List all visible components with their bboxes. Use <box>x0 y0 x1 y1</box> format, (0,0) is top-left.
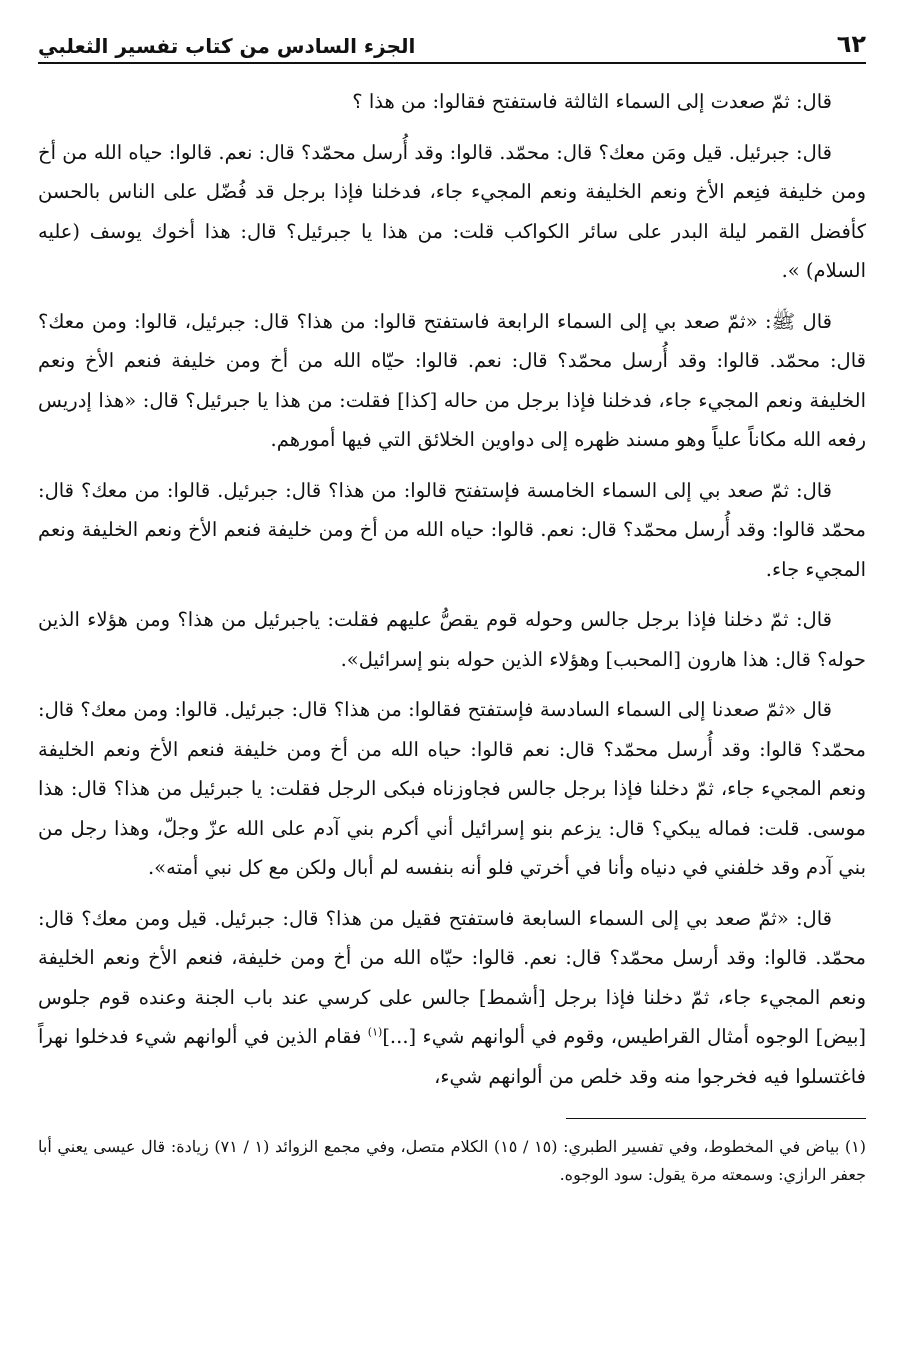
paragraph-text: قال: «ثمّ صعد بي إلى السماء السابعة فاستفتح فقيل من هذا؟ قال: جبرئيل. قيل ومن معك؟ قال: محمّد. قالوا: وقد أرسل محمّد؟ قال: نعم. قالوا: حيّاه الله من أخ ومن خليفة، فنعم الأخ ونعم الخليفة ونعم المجيء جاء، ثمّ دخلنا فإذا برجل [أشمط] جالس على كرسي عند باب الجنة وعنده قوم جلوس [بيض] الوجوه أمثال القراطيس، وقوم في ألوانهم شيء [...] <box>38 906 867 1048</box>
page-number: ٦٢ <box>836 30 866 58</box>
book-page <box>38 18 866 1189</box>
footnote: (١) بياض في المخطوط، وفي تفسير الطبري: (١٥ / ١٥) الكلام متصل، وفي مجمع الزوائد (١ / ٧١) زيادة: قال عيسى يعني أبا جعفر الرازي: وسمعته مرة يقول: سود الوجوه. <box>38 1137 867 1184</box>
footnote-marker[interactable]: (١) <box>367 1025 383 1039</box>
paragraph: قال: جبرئيل. قيل ومَن معك؟ قال: محمّد. قالوا: وقد أُرسل محمّد؟ قال: نعم. قالوا: حياه الله من أخ ومن خليفة فنِعم الأخ ونعم الخليفة ونعم المجيء جاء، فدخلنا فإذا برجل قد فُضّل على الناس بالحسن كأفضل القمر ليلة البدر على سائر الكواكب قلت: من هذا يا جبرئيل؟ قال: هذا أخوك يوسف (عليه السلام) ». <box>38 140 866 282</box>
footnotes <box>38 1133 866 1189</box>
paragraph: قال ﷺ: «ثمّ صعد بي إلى السماء الرابعة فاستفتح قالوا: من هذا؟ قال: جبرئيل، قالوا: ومن معك؟ قال: محمّد. قالوا: وقد أُرسل محمّد؟ قال: نعم. قالوا: حيّاه الله من أخ ومن خليفة فنعم الأخ ونعم الخليفة ونعم المجيء جاء، فدخلنا فإذا برجل من حاله [كذا] فقلت: من هذا يا جبرئيل؟ قال: «هذا إدريس رفعه الله مكاناً علياً وهو مسند ظهره إلى دواوين الخلائق التي فيها أمورهم. <box>38 309 866 451</box>
page-header <box>38 18 866 64</box>
paragraph-continuation: فقام الذين في ألوانهم شيء فدخلوا نهراً فاغتسلوا فيه فخرجوا منه وقد خلص من ألوانهم شيء، <box>38 1025 866 1088</box>
paragraph: قال: ثمّ دخلنا فإذا برجل جالس وحوله قوم يقصُّ عليهم فقلت: ياجبرئيل من هذا؟ ومن هؤلاء الذين حوله؟ قال: هذا هارون [المحبب] وهؤلاء الذين حوله بنو إسرائيل». <box>38 608 866 671</box>
footnote-divider <box>566 1118 866 1119</box>
paragraph: قال: ثمّ صعد بي إلى السماء الخامسة فإستفتح قالوا: من هذا؟ قال: جبرئيل. قالوا: من معك؟ قال: محمّد قالوا: وقد أُرسل محمّد؟ قال: نعم. قالوا: حياه الله من أخ ومن خليفة فنعم الأخ ونعم الخليفة ونعم المجيء جاء. <box>38 478 866 581</box>
paragraph: قال: ثمّ صعدت إلى السماء الثالثة فاستفتح فقالوا: من هذا ؟ <box>352 90 832 113</box>
main-text <box>38 82 866 1096</box>
paragraph: قال «ثمّ صعدنا إلى السماء السادسة فإستفتح فقالوا: من هذا؟ قال: جبرئيل. قالوا: ومن معك؟ قال: محمّد؟ قالوا: وقد أُرسل محمّد؟ قال: نعم قالوا: حياه الله من أخ ومن خليفة فنعم الأخ ونعم الخليفة ونعم المجيء جاء، ثمّ دخلنا فإذا برجل جالس فجاوزناه فبكى الرجل فقلت: يا جبرئيل من هذا؟ قال: هذا موسى. قلت: فماله يبكي؟ قال: يزعم بنو إسرائيل أني أكرم بني آدم على الله عزّ وجلّ، وهذا رجل من بني آدم وقد خلفني في دنياه وأنا في أخرتي فلو أنه بنفسه لم أبال ولكن مع كل نبي أمته». <box>38 698 866 879</box>
running-title: الجزء السادس من كتاب تفسير الثعلبي <box>38 34 416 58</box>
paragraph-with-footnote <box>38 899 866 1097</box>
